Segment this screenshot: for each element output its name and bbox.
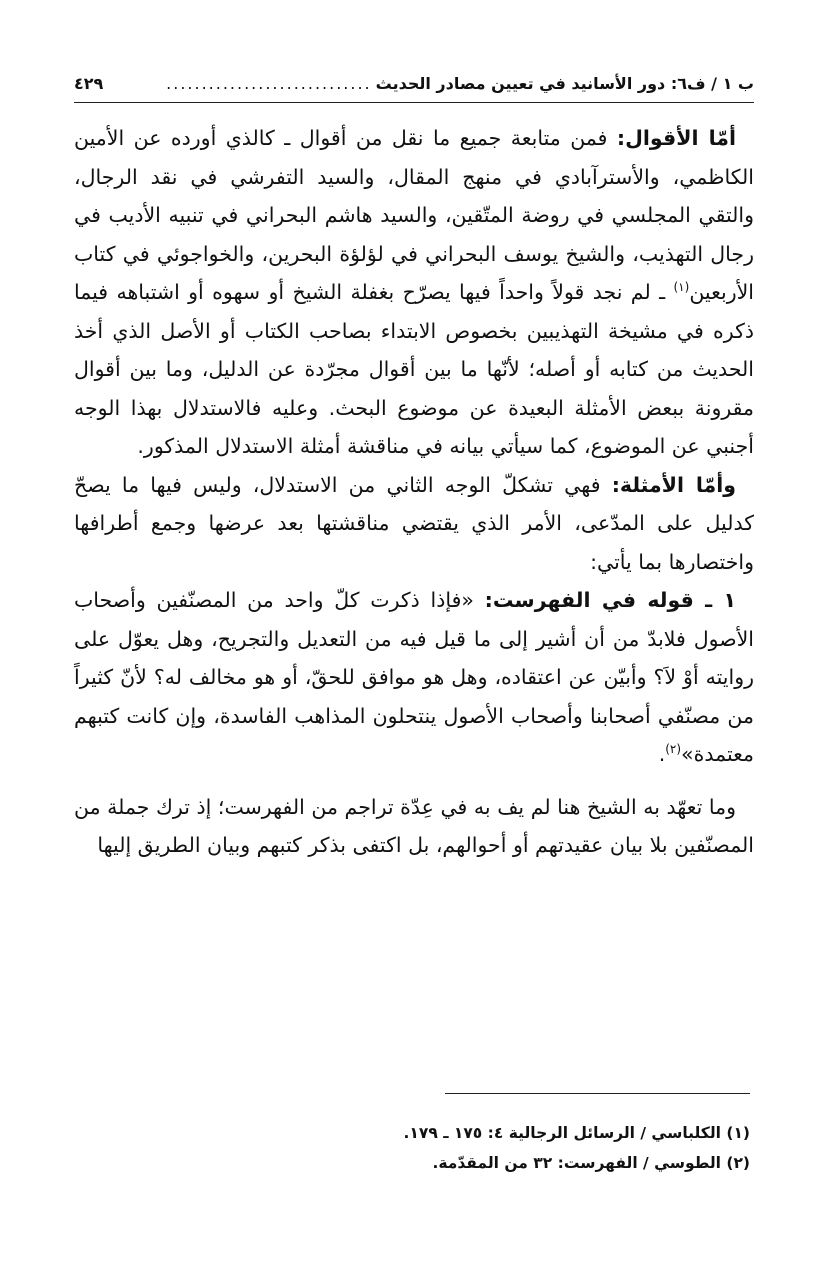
page-number: ٤٢٩	[74, 74, 104, 93]
paragraph-text-cont: ـ لم نجد قولاً واحداً فيها يصرّح بغفلة الشيخ أو سهوه أو اشتباهه فيما ذكره في مشيخة التهذيبين بخصوص الابتداء بصاحب الكتاب أو الأصل الذي أخذ الحديث من كتابه أو أصله؛ لأنّها ما بين أقوال مجرّدة عن الدليل، وما بين أقوال مقرونة ببعض الأمثلة البعيدة عن موضوع البحث. وعليه فالاستدلال بهذا الوجه أجنبي عن الموضوع، كما سيأتي بيانه في مناقشة أمثلة الاستدلال المذكور.	[74, 280, 754, 458]
book-page	[74, 70, 754, 865]
footnote-2: (٢) الطوسي / الفهرست: ٣٢ من المقدّمة.	[432, 1154, 750, 1172]
paragraph-text: فهي تشكلّ الوجه الثاني من الاستدلال، وليس فيها ما يصحّ كدليل على المدّعى، الأمر الذي يقتضي مناقشتها بعد عرضها وجمع أطرافها واختصارها بما يأتي:	[74, 472, 754, 574]
paragraph-fihrist-quote	[74, 581, 754, 774]
footnotes	[70, 1118, 750, 1178]
footnote-ref-1[interactable]: (١)	[673, 280, 690, 295]
paragraph-lead: أمّا الأقوال:	[616, 126, 736, 150]
footnote-separator	[445, 1093, 750, 1094]
paragraph-sayings	[74, 119, 754, 466]
paragraph-text: «فإذا ذكرت كلّ واحد من المصنّفين وأصحاب الأصول فلابدّ من أن أشير إلى ما قيل فيه من التعديل والتجريح، وهل يعوّل على روايته أوْ لاَ؟ وأبيّن عن اعتقاده، وهل هو موافق للحقّ، أو هو مخالف له؟ لأنّ كثيراً من مصنّفي أصحابنا وأصحاب الأصول ينتحلون المذاهب الفاسدة، وإن كانت كتبهم معتمدة»	[74, 588, 754, 766]
paragraph-text: فمن متابعة جميع ما نقل من أقوال ـ كالذي أورده عن الأمين الكاظمي، والأسترآبادي في منهج المقال، والسيد التفرشي في نقد الرجال، والتقي المجلسي في روضة المتّقين، والسيد هاشم البحراني في تنبيه الأديب في رجال التهذيب، والشيخ يوسف البحراني في لؤلؤة البحرين، والخواجوئي في كتاب الأربعين	[74, 126, 754, 304]
paragraph-text-cont: .	[658, 742, 666, 766]
running-header	[74, 70, 754, 103]
footnote-ref-2[interactable]: (٢)	[665, 742, 682, 757]
paragraph-commitment	[74, 788, 754, 865]
paragraph-lead: وأمّا الأمثلة:	[611, 472, 736, 497]
page-body	[74, 119, 754, 865]
chapter-title: ب ١ / ف٦: دور الأسانيد في تعيين مصادر الحديث	[375, 74, 754, 93]
leader-dots: .............................	[166, 74, 372, 93]
footnote-1: (١) الكلباسي / الرسائل الرجالية ٤: ١٧٥ ـ ١٧٩.	[403, 1124, 750, 1142]
paragraph-text: وما تعهّد به الشيخ هنا لم يف به في عِدّة تراجم من الفهرست؛ إذ ترك جملة من المصنّفين بلا بيان عقيدتهم أو أحوالهم، بل اكتفى بذكر كتبهم وبيان الطريق إليها	[74, 794, 754, 857]
paragraph-lead: ١ ـ قوله في الفهرست:	[484, 588, 736, 612]
paragraph-examples	[74, 466, 754, 582]
